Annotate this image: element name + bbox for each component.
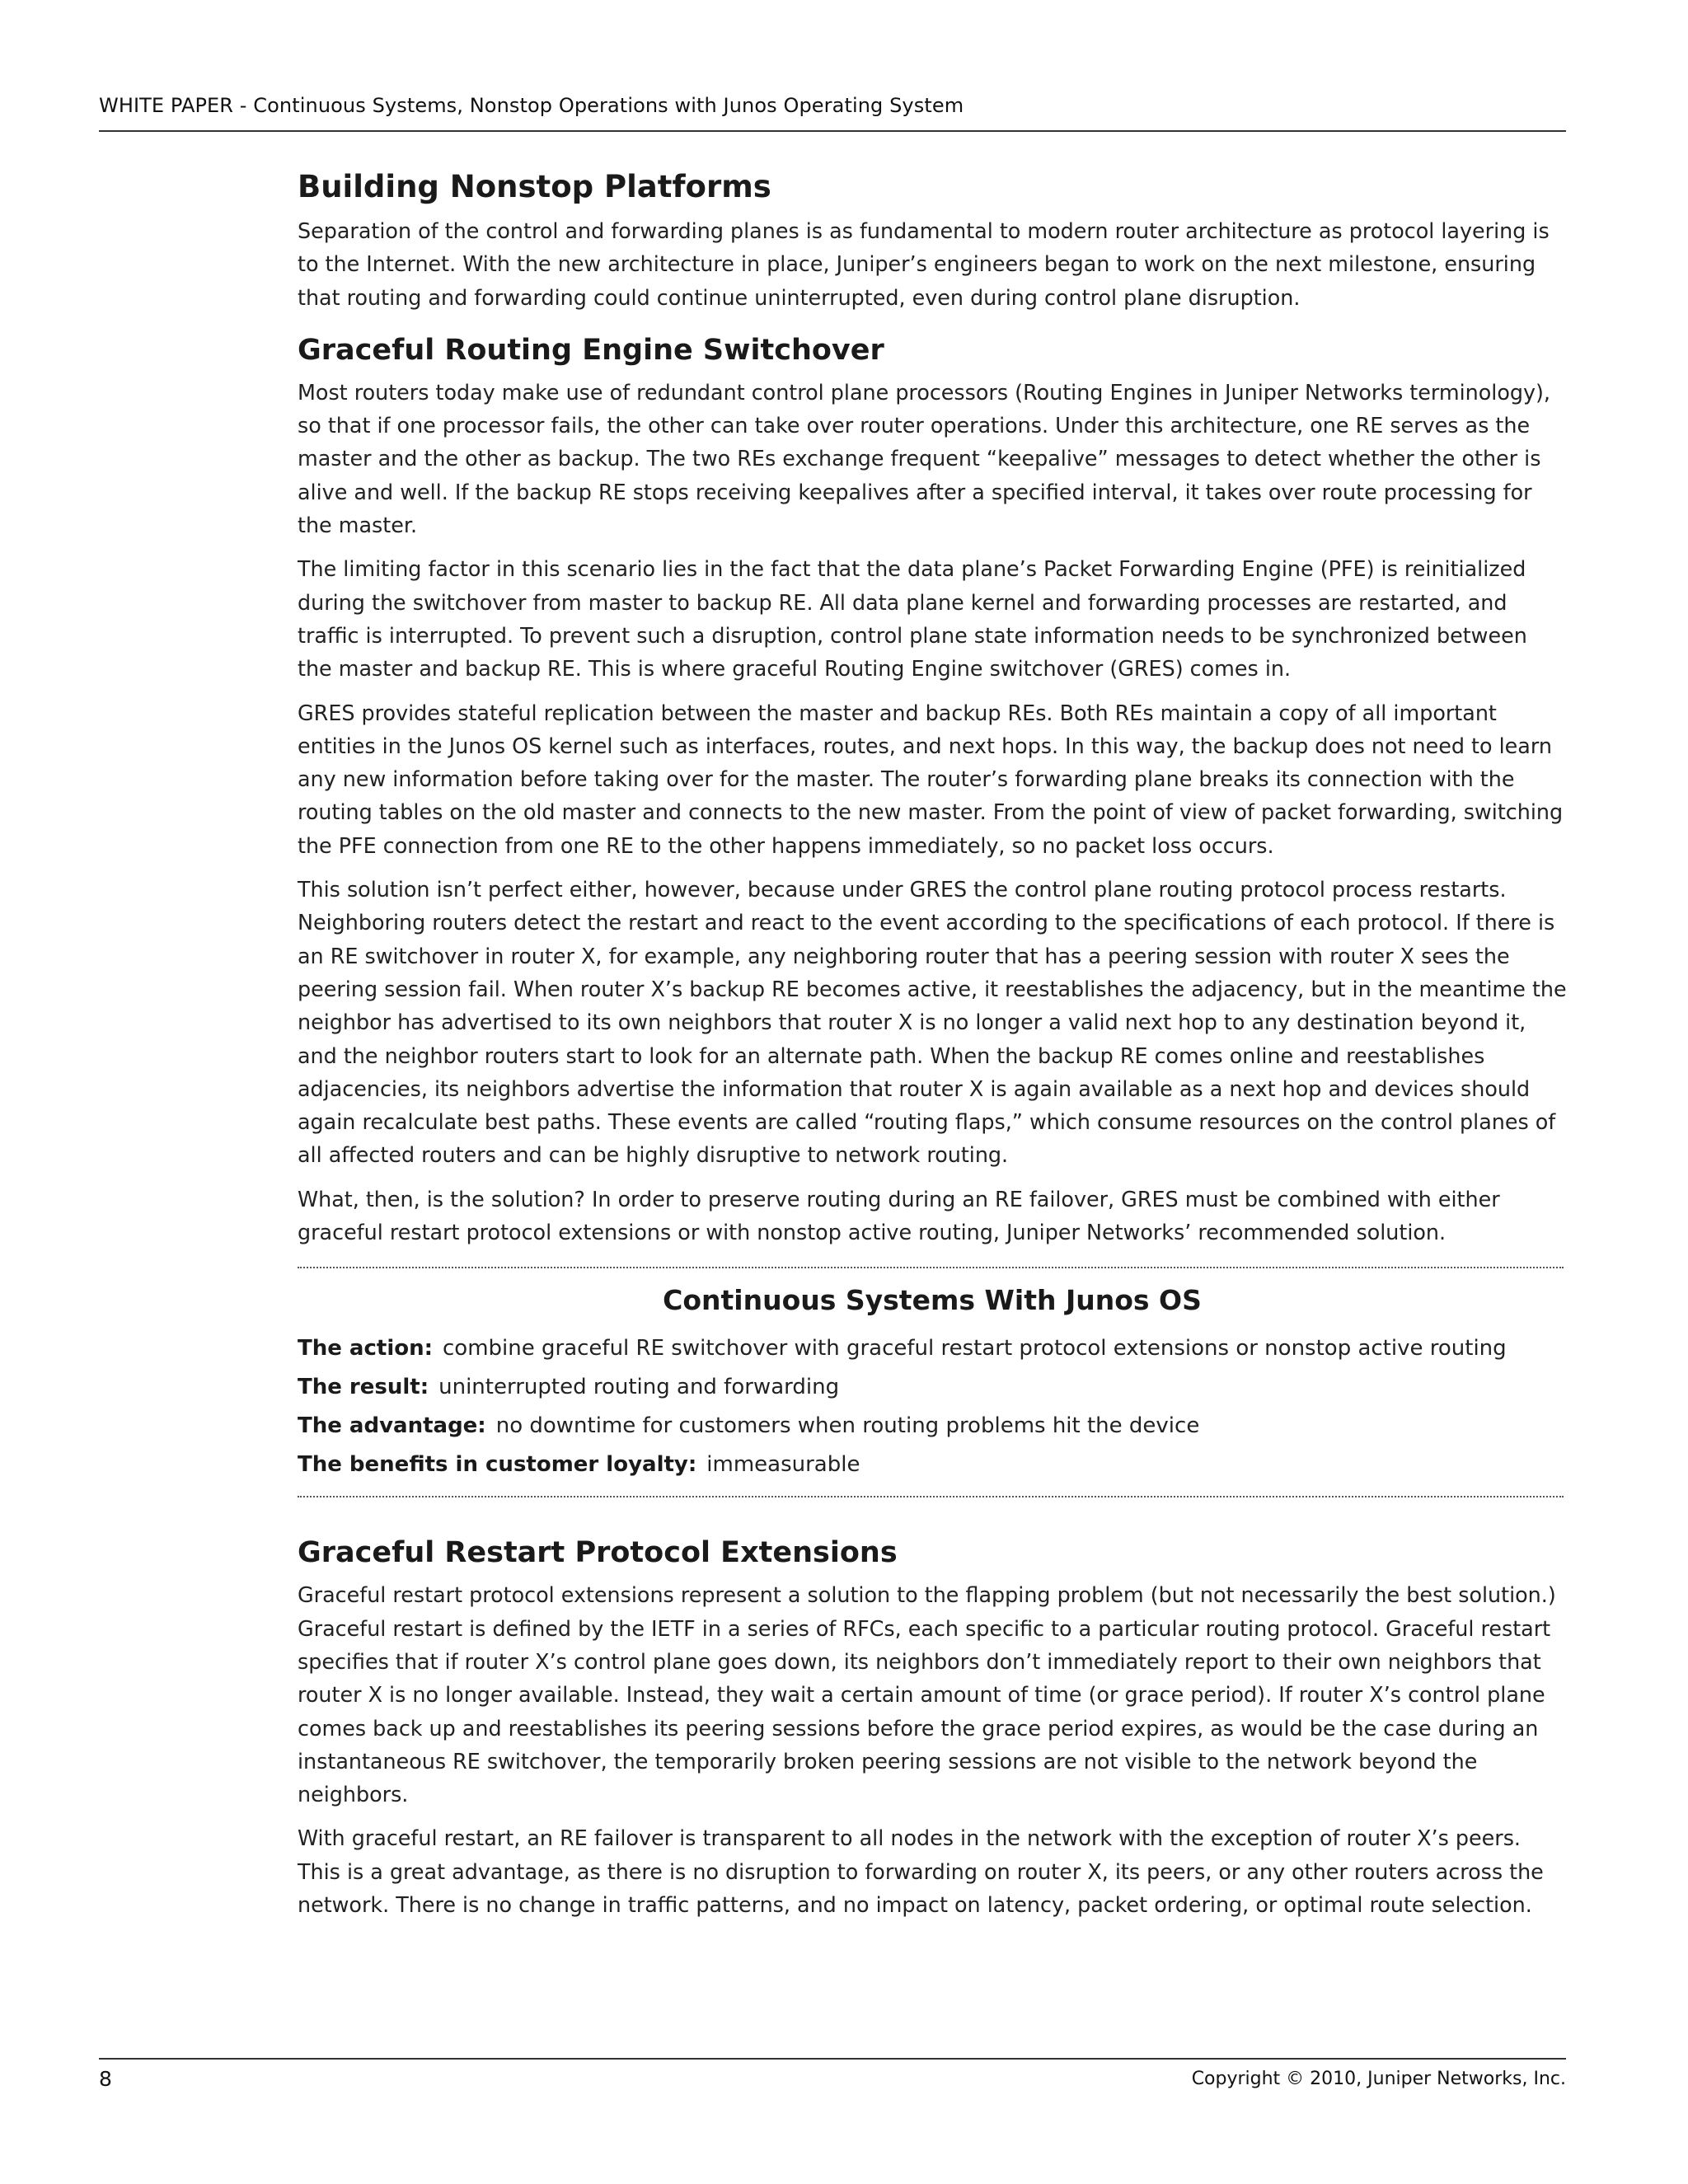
paragraph: Separation of the control and forwarding planes is as fundamental to modern router architecture as protocol layering is to the Internet. With the new architecture in place, Juniper’s engineers began to work on the next milestone, ensuring that routing and forwarding could continue uninterrupted, even during control plane disruption. [298, 218, 1550, 310]
callout-item [298, 1446, 1567, 1484]
callout-item [298, 1329, 1567, 1368]
paragraph: With graceful restart, an RE failover is transparent to all nodes in the network with the exception of router X’s peers. This is a great advantage, as there is no disruption to forwarding on router X, its peers, or any other routers across the network. There is no change in traffic patterns, and no impact on latency, packet ordering, or optimal route selection. [298, 1825, 1544, 1917]
paragraph: Graceful restart protocol extensions represent a solution to the flapping problem (but not necessarily the best solution.) Graceful restart is defined by the IETF in a series of RFCs, each specific to a particular routing protocol. Graceful restart specifies that if router X’s control plane goes down, its neighbors don’t immediately report to their own neighbors that router X is no longer available. Instead, they wait a certain amount of time (or grace period). If router X’s control plane comes back up and reestablishes its peering sessions before the grace period expires, as would be the case during an instantaneous RE switchover, the temporarily broken peering sessions are not visible to the network beyond the neighbors. [298, 1582, 1556, 1807]
heading-gres: Graceful Routing Engine Switchover [298, 333, 884, 367]
header-divider [99, 130, 1566, 132]
heading-graceful-restart: Graceful Restart Protocol Extensions [298, 1536, 898, 1570]
callout-desc: uninterrupted routing and forwarding [438, 1375, 840, 1400]
paragraph: GRES provides stateful replication between the master and backup REs. Both REs maintain a copy of all important entities in the Junos OS kernel such as interfaces, routes, and next hops. In this way, the backup does not need to learn any new information before taking over for the master. The router’s forwarding plane breaks its connection with the routing tables on the old master and connects to the new master. From the point of view of packet forwarding, switching the PFE connection from one RE to the other happens immediately, so no packet loss occurs. [298, 700, 1564, 858]
callout-term: The action: [298, 1336, 433, 1361]
heading-building-nonstop-platforms: Building Nonstop Platforms [298, 169, 771, 204]
paragraph: This solution isn’t perfect either, however, because under GRES the control plane routing protocol process restarts. Neighboring routers detect the restart and react to the event according to the specifications of each protocol. If there is an RE switchover in router X, for example, any neighboring router that has a peering session with router X sees the peering session fail. When router X’s backup RE becomes active, it reestablishes the adjacency, but in the meantime the neighbor has advertised to its own neighbors that router X is no longer a valid next hop to any destination beyond it, and the neighbor routers start to look for an alternate path. When the backup RE comes online and reestablishes adjacencies, its neighbors advertise the information that router X is again available as a next hop and devices should again recalculate best paths. These events are called “routing flaps,” which consume resources on the control planes of all affected routers and can be highly disruptive to network routing. [298, 877, 1567, 1168]
callout-desc: combine graceful RE switchover with graceful restart protocol extensions or nonstop active routing [443, 1336, 1507, 1361]
page-number: 8 [99, 2067, 112, 2091]
main-column [298, 165, 1567, 1932]
paragraph: The limiting factor in this scenario lies in the fact that the data plane’s Packet Forwarding Engine (PFE) is reinitialized during the switchover from master to backup RE. All data plane kernel and forwarding processes are restarted, and traffic is interrupted. To prevent such a disruption, control plane state information needs to be synchronized between the master and backup RE. This is where graceful Routing Engine switchover (GRES) comes in. [298, 556, 1527, 682]
callout-term: The result: [298, 1375, 429, 1400]
paragraph: What, then, is the solution? In order to preserve routing during an RE failover, GRES must be combined with either graceful restart protocol extensions or with nonstop active routing, Juniper Networks’ recommended solution. [298, 1186, 1500, 1245]
callout-term: The benefits in customer loyalty: [298, 1452, 697, 1478]
running-header: WHITE PAPER - Continuous Systems, Nonstop Operations with Junos Operating System [99, 94, 964, 117]
paragraph: Most routers today make use of redundant control plane processors (Routing Engines in Juniper Networks terminology), so that if one processor fails, the other can take over router operations. Under this architecture, one RE serves as the master and the other as backup. The two REs exchange frequent “keepalive” messages to detect whether the other is alive and well. If the backup RE stops receiving keepalives after a specified interval, it takes over route processing for the master. [298, 379, 1551, 538]
callout-desc: immeasurable [706, 1452, 860, 1478]
callout-bottom-divider [298, 1496, 1564, 1497]
callout-item [298, 1407, 1567, 1446]
copyright-notice: Copyright © 2010, Juniper Networks, Inc. [1191, 2069, 1566, 2089]
callout-desc: no downtime for customers when routing problems hit the device [495, 1413, 1200, 1439]
callout-top-divider [298, 1267, 1564, 1268]
callout-item [298, 1368, 1567, 1407]
callout-title: Continuous Systems With Junos OS [663, 1284, 1202, 1317]
footer-divider [99, 2058, 1566, 2060]
callout-term: The advantage: [298, 1413, 486, 1439]
callout-box [298, 1263, 1567, 1509]
